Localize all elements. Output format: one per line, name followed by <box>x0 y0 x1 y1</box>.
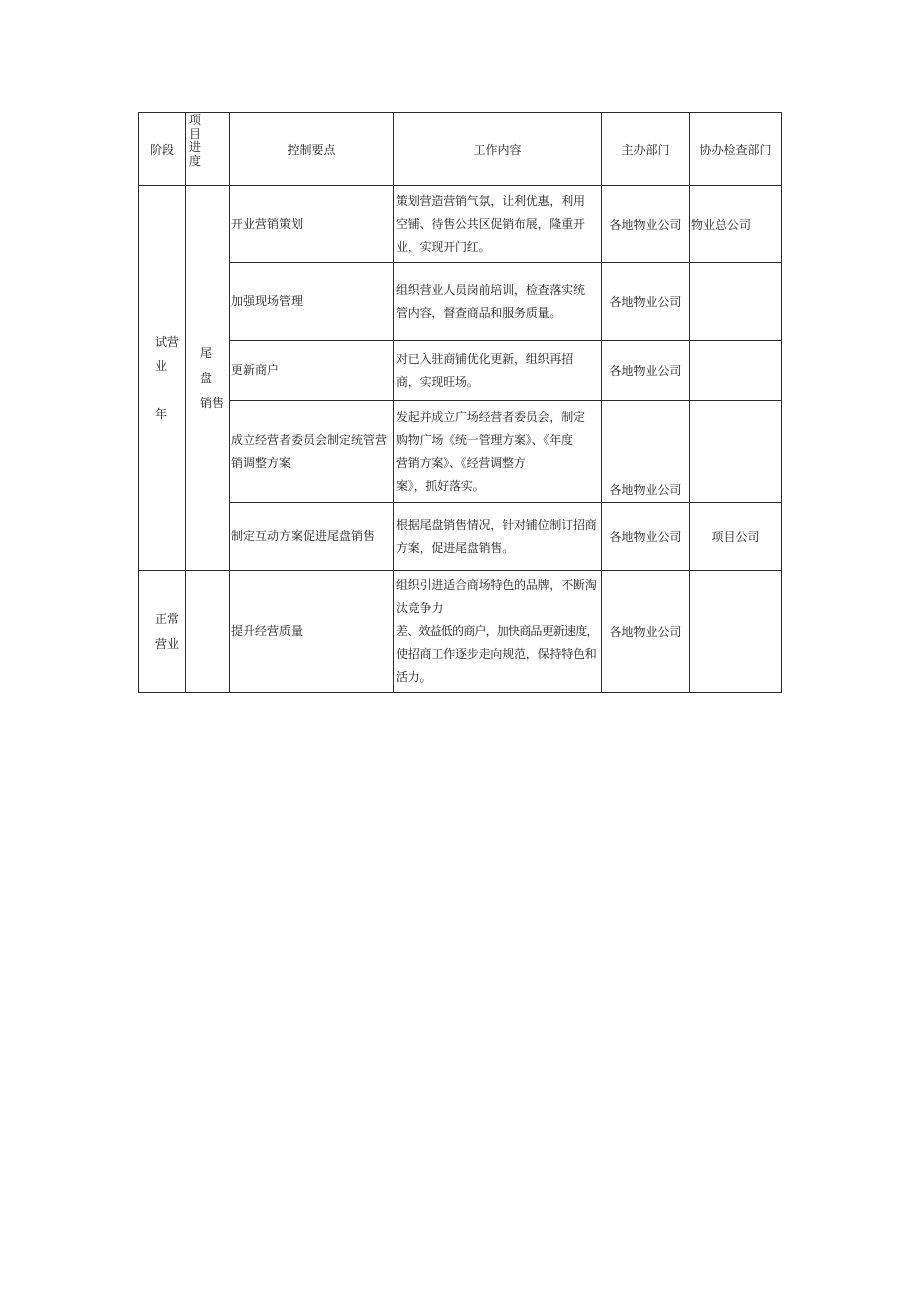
work-content-line: 业，实现开门红。 <box>396 239 491 254</box>
work-content-line: 管内容，督查商品和服务质量。 <box>396 305 562 320</box>
table-row <box>139 401 782 503</box>
work-content-line: 营销方案》、《经营调整方 <box>396 455 526 470</box>
work-content-line: 案》，抓好落实。 <box>396 478 485 493</box>
work-content-cell <box>394 571 602 693</box>
work-content-cell <box>394 263 602 341</box>
lead-dept-text: 各地物业公司 <box>609 625 682 639</box>
work-content-cell <box>394 401 602 503</box>
progress-cell <box>186 186 230 571</box>
lead-dept-text: 各地物业公司 <box>609 483 682 497</box>
progress-line: 销售 <box>200 395 225 410</box>
progress-cell <box>186 571 230 693</box>
control-point-cell <box>230 263 394 341</box>
work-content-line: 根据尾盘销售情况，针对铺位制订招商 <box>396 517 597 532</box>
stage-line: 营业 <box>155 636 180 651</box>
control-plan-table <box>138 112 782 693</box>
work-content-line: 使招商工作逐步走向规范，保持特色和 <box>396 647 597 661</box>
work-content-line: 组织营业人员岗前培训，检查落实统 <box>396 282 585 297</box>
stage-line: 业 <box>155 359 168 373</box>
control-point-cell <box>230 401 394 503</box>
stage-cell <box>139 571 186 693</box>
lead-dept-text: 各地物业公司 <box>609 530 682 544</box>
header-stage: 阶段 <box>139 113 186 186</box>
assist-dept-cell <box>690 263 782 341</box>
header-lead-dept: 主办部门 <box>602 113 690 186</box>
table-row <box>139 571 782 693</box>
progress-line: 尾 <box>200 345 213 360</box>
control-point-line: 开业营销策划 <box>231 216 304 231</box>
control-point-line: 成立经营者委员会制定统管营 <box>231 432 388 447</box>
control-point-cell <box>230 503 394 571</box>
table-row <box>139 186 782 263</box>
lead-dept-text: 各地物业公司 <box>609 295 682 309</box>
control-point-cell <box>230 571 394 693</box>
lead-dept-text: 各地物业公司 <box>609 217 682 232</box>
lead-dept-cell <box>602 571 690 693</box>
control-point-line: 加强现场管理 <box>231 294 304 308</box>
assist-dept-cell <box>690 401 782 503</box>
work-content-cell <box>394 186 602 263</box>
table-header-row <box>139 113 782 186</box>
table-row <box>139 341 782 401</box>
work-content-line: 方案，促进尾盘销售。 <box>396 540 515 555</box>
work-content-line: 对已入驻商铺优化更新，组织再招 <box>396 351 574 366</box>
table-row <box>139 503 782 571</box>
work-content-cell <box>394 503 602 571</box>
header-work-content: 工作内容 <box>394 113 602 186</box>
lead-dept-text: 各地物业公司 <box>609 364 682 378</box>
work-content-line: 商，实现旺场。 <box>396 374 479 389</box>
assist-dept-cell <box>690 186 782 263</box>
progress-line: 盘 <box>200 370 213 385</box>
stage-line: 正常 <box>155 611 180 626</box>
stage-line: 年 <box>155 407 168 421</box>
work-content-line: 差、效益低的商户，加快商品更新速度， <box>396 624 598 638</box>
work-content-line: 汰竞争力 <box>396 601 444 615</box>
assist-dept-text: 物业总公司 <box>691 217 752 232</box>
work-content-line: 组织引进适合商场特色的品牌，不断淘 <box>396 578 597 592</box>
header-progress-label: 项目进度 <box>189 113 202 169</box>
control-point-line: 更新商户 <box>231 363 280 377</box>
control-point-line: 提升经营质量 <box>231 624 304 638</box>
lead-dept-cell <box>602 401 690 503</box>
stage-line: 试营 <box>155 335 180 349</box>
work-content-line: 策划营造营销气氛，让利优惠，利用 <box>396 193 585 208</box>
work-content-line: 空铺、待售公共区促销布展，隆重开 <box>396 216 585 231</box>
lead-dept-cell <box>602 186 690 263</box>
stage-cell <box>139 186 186 571</box>
control-point-cell <box>230 186 394 263</box>
header-progress <box>186 113 230 186</box>
lead-dept-cell <box>602 503 690 571</box>
table-row <box>139 263 782 341</box>
assist-dept-text: 项目公司 <box>711 530 760 544</box>
assist-dept-cell <box>690 503 782 571</box>
assist-dept-cell <box>690 341 782 401</box>
work-content-cell <box>394 341 602 401</box>
assist-dept-cell <box>690 571 782 693</box>
lead-dept-cell <box>602 263 690 341</box>
control-point-cell <box>230 341 394 401</box>
control-point-line: 制定互动方案促进尾盘销售 <box>231 529 376 543</box>
work-content-line: 发起并成立广场经营者委员会，制定 <box>396 409 585 424</box>
work-content-line: 活力。 <box>396 670 432 684</box>
header-assist-dept: 协办检查部门 <box>690 113 782 186</box>
header-control-point: 控制要点 <box>230 113 394 186</box>
lead-dept-cell <box>602 341 690 401</box>
work-content-line: 购物广场《统一管理方案》、《年度 <box>396 432 573 447</box>
control-point-line: 销调整方案 <box>231 455 292 470</box>
